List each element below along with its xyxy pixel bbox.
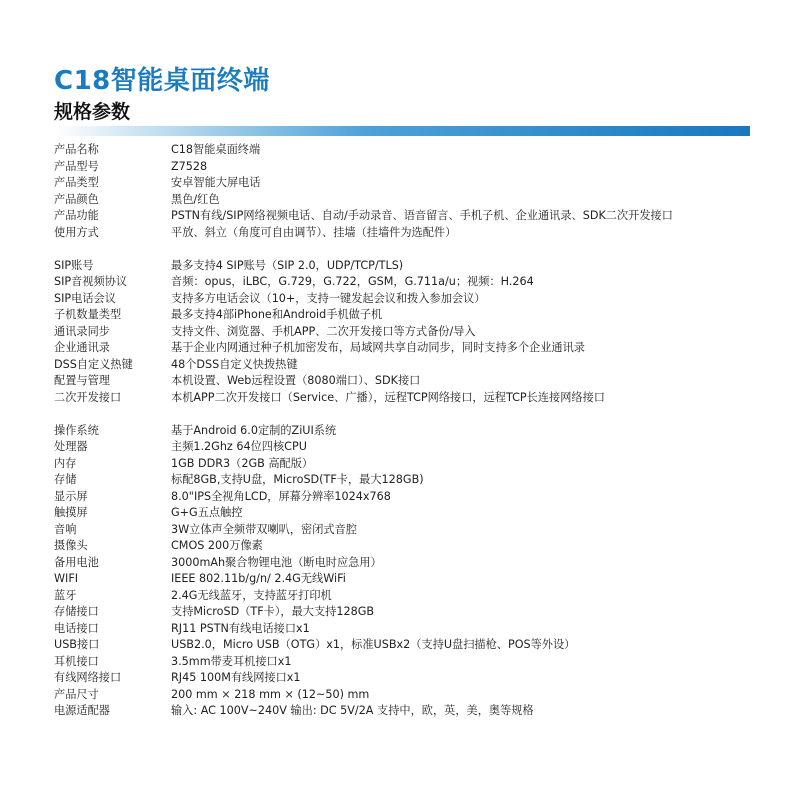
spec-table bbox=[54, 142, 754, 720]
spec-row bbox=[54, 522, 754, 539]
spec-label: WIFI bbox=[54, 572, 79, 585]
spec-label: 产品类型 bbox=[54, 176, 99, 189]
spec-label: 触摸屏 bbox=[54, 506, 88, 519]
spec-label: 二次开发接口 bbox=[54, 390, 122, 404]
spec-row bbox=[54, 258, 754, 275]
spec-label: 内存 bbox=[54, 456, 77, 470]
spec-row bbox=[54, 621, 754, 638]
spec-row bbox=[54, 687, 754, 704]
spec-value: 48个DSS自定义快拨热键 bbox=[171, 357, 298, 371]
spec-row bbox=[54, 571, 754, 588]
spec-value: 8.0"IPS全视角LCD，屏幕分辨率1024x768 bbox=[171, 489, 391, 503]
spec-label: 操作系统 bbox=[54, 423, 99, 437]
spec-row bbox=[54, 489, 754, 506]
spec-row bbox=[54, 555, 754, 572]
spec-row bbox=[54, 670, 754, 687]
spec-row bbox=[54, 390, 754, 407]
spec-value: RJ11 PSTN有线电话接口x1 bbox=[171, 621, 310, 635]
spec-row bbox=[54, 604, 754, 621]
spec-label: SIP音视频协议 bbox=[54, 275, 128, 288]
spec-row bbox=[54, 324, 754, 341]
spec-row bbox=[54, 142, 754, 159]
spec-row bbox=[54, 225, 754, 242]
spec-row bbox=[54, 175, 754, 192]
spec-label: 存储接口 bbox=[54, 605, 99, 618]
spec-section bbox=[54, 423, 754, 720]
spec-label: USB接口 bbox=[54, 638, 100, 651]
spec-value: 1GB DDR3（2GB 高配版） bbox=[171, 456, 314, 470]
spec-row bbox=[54, 505, 754, 522]
spec-value: 2.4G无线蓝牙，支持蓝牙打印机 bbox=[171, 588, 332, 602]
spec-value: 黑色/红色 bbox=[171, 192, 220, 206]
spec-row bbox=[54, 291, 754, 308]
spec-label: 有线网络接口 bbox=[54, 671, 122, 684]
spec-label: 使用方式 bbox=[54, 225, 99, 239]
spec-value: C18智能桌面终端 bbox=[171, 143, 261, 156]
spec-value: 支持MicroSD（TF卡），最大支持128GB bbox=[171, 605, 375, 618]
spec-label: 产品功能 bbox=[54, 209, 99, 222]
spec-value: G+G五点触控 bbox=[171, 506, 243, 519]
spec-value: PSTN有线/SIP网络视频电话、自动/手动录音、语音留言、手机子机、企业通讯录、SDK二次开发接口 bbox=[171, 209, 673, 222]
spec-label: 音响 bbox=[54, 522, 77, 536]
spec-value: 主频1.2Ghz 64位四核CPU bbox=[171, 440, 307, 453]
spec-label: SIP账号 bbox=[54, 258, 94, 272]
spec-label: 显示屏 bbox=[54, 489, 88, 503]
spec-value: 最多支持4部iPhone和Android手机做子机 bbox=[171, 308, 383, 321]
spec-label: SIP电话会议 bbox=[54, 291, 116, 305]
spec-value: 最多支持4 SIP账号（SIP 2.0，UDP/TCP/TLS) bbox=[171, 258, 404, 272]
spec-row bbox=[54, 439, 754, 456]
spec-value: USB2.0，Micro USB（OTG）x1，标准USBx2（支持U盘扫描枪、POS等外设） bbox=[171, 638, 576, 651]
spec-row bbox=[54, 274, 754, 291]
spec-value: 本机APP二次开发接口（Service、广播），远程TCP网络接口，远程TCP长连接网络接口 bbox=[171, 390, 605, 404]
spec-label: 耳机接口 bbox=[54, 654, 99, 668]
spec-row bbox=[54, 340, 754, 357]
spec-label: 电源适配器 bbox=[54, 704, 110, 717]
spec-label: 产品尺寸 bbox=[54, 687, 99, 701]
spec-row bbox=[54, 637, 754, 654]
spec-value: 输入: AC 100V~240V 输出: DC 5V/2A 支持中，欧，英，美，奥等规格 bbox=[171, 704, 534, 717]
spec-value: 基于企业内网通过种子机加密发布，局域网共享自动同步，同时支持多个企业通讯录 bbox=[171, 341, 585, 354]
header-divider-bar bbox=[54, 126, 750, 136]
spec-row bbox=[54, 472, 754, 489]
spec-value: 支持多方电话会议（10+，支持一键发起会议和拨入参加会议） bbox=[171, 291, 486, 305]
spec-row bbox=[54, 192, 754, 209]
spec-label: 存储 bbox=[54, 473, 77, 486]
spec-value: Z7528 bbox=[171, 159, 208, 173]
spec-row bbox=[54, 159, 754, 176]
spec-value: 标配8GB,支持U盘，MicroSD(TF卡，最大128GB) bbox=[171, 473, 424, 486]
spec-value: CMOS 200万像素 bbox=[171, 539, 263, 552]
spec-value: IEEE 802.11b/g/n/ 2.4G无线WiFi bbox=[171, 572, 346, 585]
spec-section bbox=[54, 258, 754, 407]
spec-value: 3000mAh聚合物锂电池（断电时应急用） bbox=[171, 555, 382, 569]
spec-value: 3.5mm带麦耳机接口x1 bbox=[171, 654, 292, 668]
spec-value: RJ45 100M有线网接口x1 bbox=[171, 671, 301, 684]
spec-row bbox=[54, 373, 754, 390]
spec-row bbox=[54, 456, 754, 473]
spec-row bbox=[54, 588, 754, 605]
spec-label: 产品型号 bbox=[54, 159, 99, 173]
spec-value: 支持文件、浏览器、手机APP、二次开发接口等方式备份/导入 bbox=[171, 324, 476, 338]
spec-value: 基于Android 6.0定制的ZiUI系统 bbox=[171, 423, 337, 437]
spec-label: 企业通讯录 bbox=[54, 341, 110, 354]
spec-label: 通讯录同步 bbox=[54, 324, 110, 338]
spec-row bbox=[54, 703, 754, 720]
spec-row bbox=[54, 307, 754, 324]
spec-value: 200 mm × 218 mm × (12~50) mm bbox=[171, 687, 370, 701]
spec-label: 产品颜色 bbox=[54, 192, 99, 206]
spec-value: 安卓智能大屏电话 bbox=[171, 176, 261, 189]
spec-row bbox=[54, 357, 754, 374]
page-title: C18智能桌面终端 bbox=[54, 66, 270, 96]
spec-label: 电话接口 bbox=[54, 621, 99, 635]
spec-row bbox=[54, 423, 754, 440]
spec-label: 蓝牙 bbox=[54, 588, 77, 602]
spec-section bbox=[54, 142, 754, 241]
spec-label: 配置与管理 bbox=[54, 374, 110, 387]
spec-row bbox=[54, 538, 754, 555]
spec-value: 平放、斜立（角度可自由调节）、挂墙（挂墙件为选配件） bbox=[171, 225, 457, 239]
spec-value: 3W立体声全频带双喇叭，密闭式音腔 bbox=[171, 522, 357, 536]
spec-label: 摄像头 bbox=[54, 539, 88, 552]
spec-label: 处理器 bbox=[54, 440, 88, 453]
spec-row bbox=[54, 654, 754, 671]
spec-row bbox=[54, 208, 754, 225]
spec-label: 子机数量类型 bbox=[54, 308, 122, 321]
spec-label: 备用电池 bbox=[54, 555, 99, 569]
spec-label: DSS自定义热键 bbox=[54, 357, 133, 371]
spec-label: 产品名称 bbox=[54, 143, 99, 156]
spec-value: 音频：opus，iLBC，G.729，G.722，GSM，G.711a/u；视频：H.264 bbox=[171, 275, 534, 288]
spec-value: 本机设置、Web远程设置（8080端口）、SDK接口 bbox=[171, 374, 421, 387]
section-heading: 规格参数 bbox=[54, 101, 131, 123]
